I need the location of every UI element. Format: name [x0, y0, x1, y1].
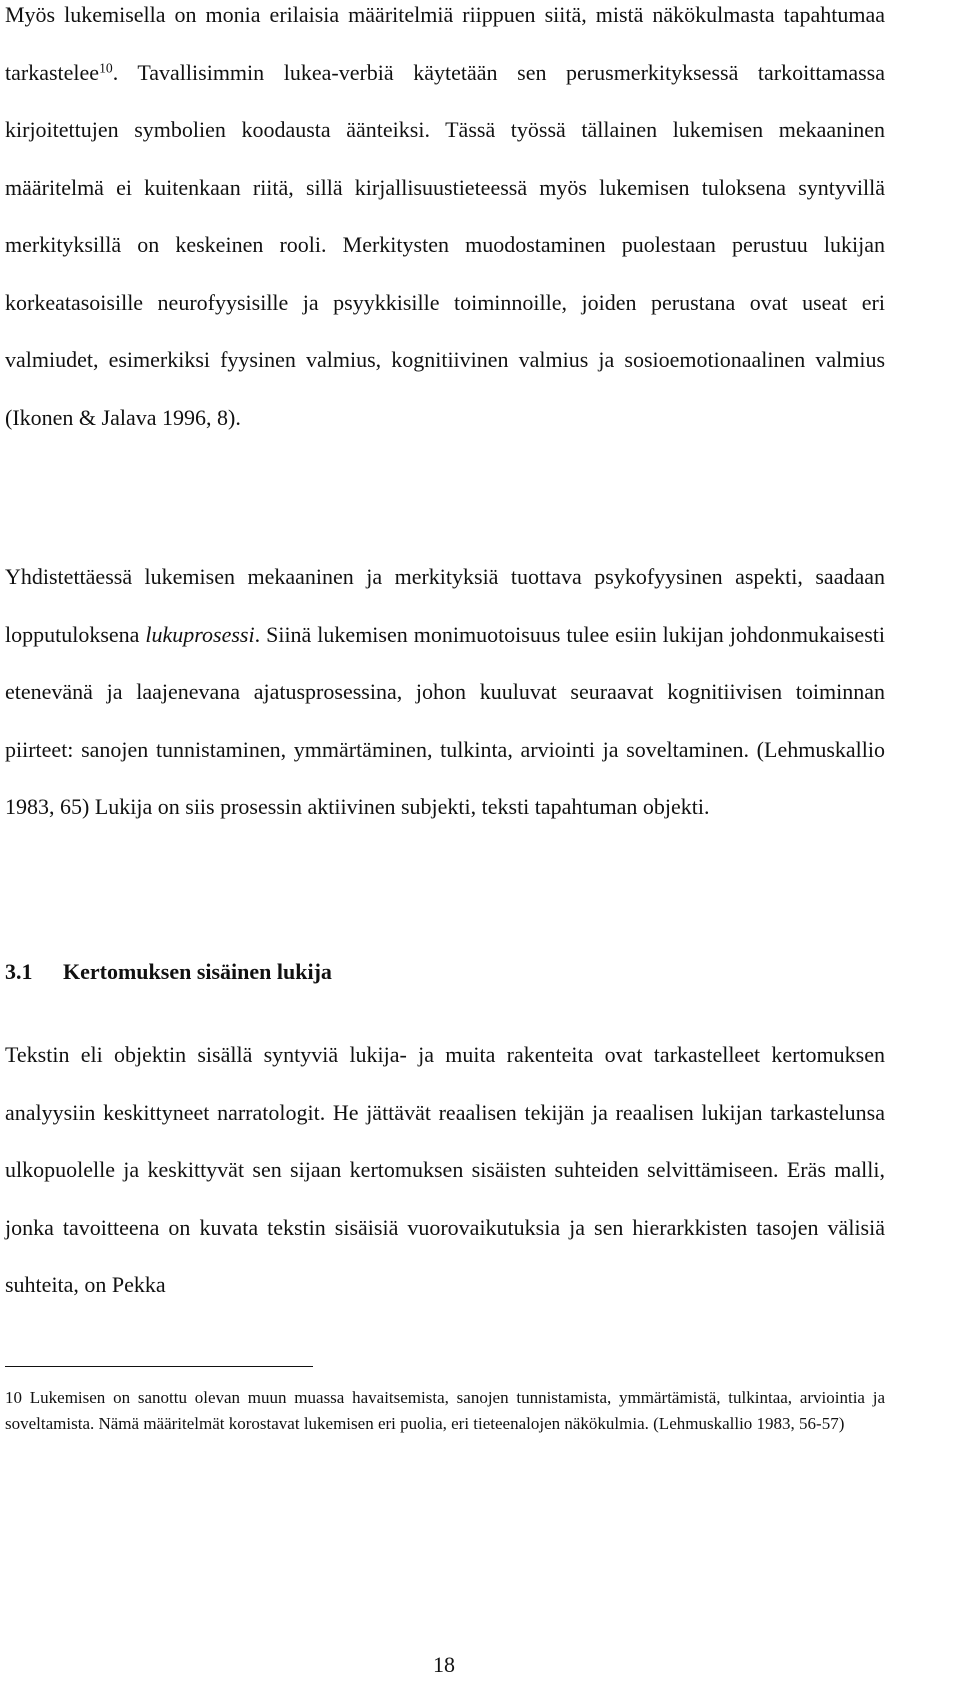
body-paragraph-2: [5, 548, 885, 836]
section-title: Kertomuksen sisäinen lukija: [63, 959, 332, 984]
section-number: 3.1: [5, 959, 33, 984]
page-number: 18: [433, 1652, 455, 1677]
footnote-reference[interactable]: 10: [99, 60, 113, 75]
body-paragraph-3: Tekstin eli objektin sisällä syntyviä lukija- ja muita rakenteita ovat tarkastelleet kertomuksen analyysiin keskittyneet narratologit. He jättävät reaalisen tekijän ja reaalisen lukijan tarkastelunsa ulkopuolelle ja keskittyvät sen sijaan kertomuksen sisäisten suhteiden selvittämiseen. Eräs malli, jonka tavoitteena on kuvata tekstin sisäisiä vuorovaikutuksia ja sen hierarkkisten tasojen välisiä suhteita, on Pekka: [5, 1042, 885, 1297]
paragraph-1-text-start: Myös lukemisella on monia erilaisia määritelmiä riippuen siitä, mistä näkökulmasta tapahtumaa tarkastelee: [5, 2, 885, 85]
body-paragraph-1: [5, 0, 885, 446]
paragraph-2-text-start: Yhdistettäessä lukemisen mekaaninen ja merkityksiä tuottava psykofyysinen aspekti, saadaan lopputuloksena: [5, 564, 885, 647]
paragraph-2-text-end: . Siinä lukemisen monimuotoisuus tulee esiin lukijan johdonmukaisesti etenevänä ja laajenevana ajatusprosessina, johon kuuluvat seuraavat kognitiivisen toiminnan piirteet: sanojen tunnistaminen, ymmärtäminen, tulkinta, arviointi ja soveltaminen. (Lehmuskallio 1983, 65) Lukija on siis prosessin aktiivinen subjekti, teksti tapahtuman objekti.: [5, 621, 885, 819]
footnote-separator: [5, 1366, 313, 1367]
section-heading: [5, 952, 332, 992]
paragraph-1-text-end: . Tavallisimmin lukea-verbiä käytetään sen perusmerkityksessä tarkoittamassa kirjoitettujen symbolien koodausta äänteiksi. Tässä työssä tällainen lukemisen mekaaninen määritelmä ei kuitenkaan riitä, sillä kirjallisuustieteessä myös lukemisen tuloksena syntyvillä merkityksillä on keskeinen rooli. Merkitysten muodostaminen puolestaan perustuu lukijan korkeatasoisille neurofyysisille ja psyykkisille toiminnoille, joiden perustana ovat useat eri valmiudet, esimerkiksi fyysinen valmius, kognitiivinen valmius ja sosioemotionaalinen valmius (Ikonen & Jalava 1996, 8).: [5, 59, 885, 430]
footnote: [5, 1385, 885, 1437]
footnote-text: Lukemisen on sanottu olevan muun muassa havaitsemista, sanojen tunnistamista, ymmärtämistä, tulkintaa, arviointia ja soveltamista. Nämä määritelmät korostavat lukemisen eri puolia, eri tieteenalojen näkökulmia. (Lehmuskallio 1983, 56-57): [5, 1388, 885, 1433]
emphasized-term: lukuprosessi: [145, 621, 255, 647]
footnote-marker: 10: [5, 1388, 22, 1407]
